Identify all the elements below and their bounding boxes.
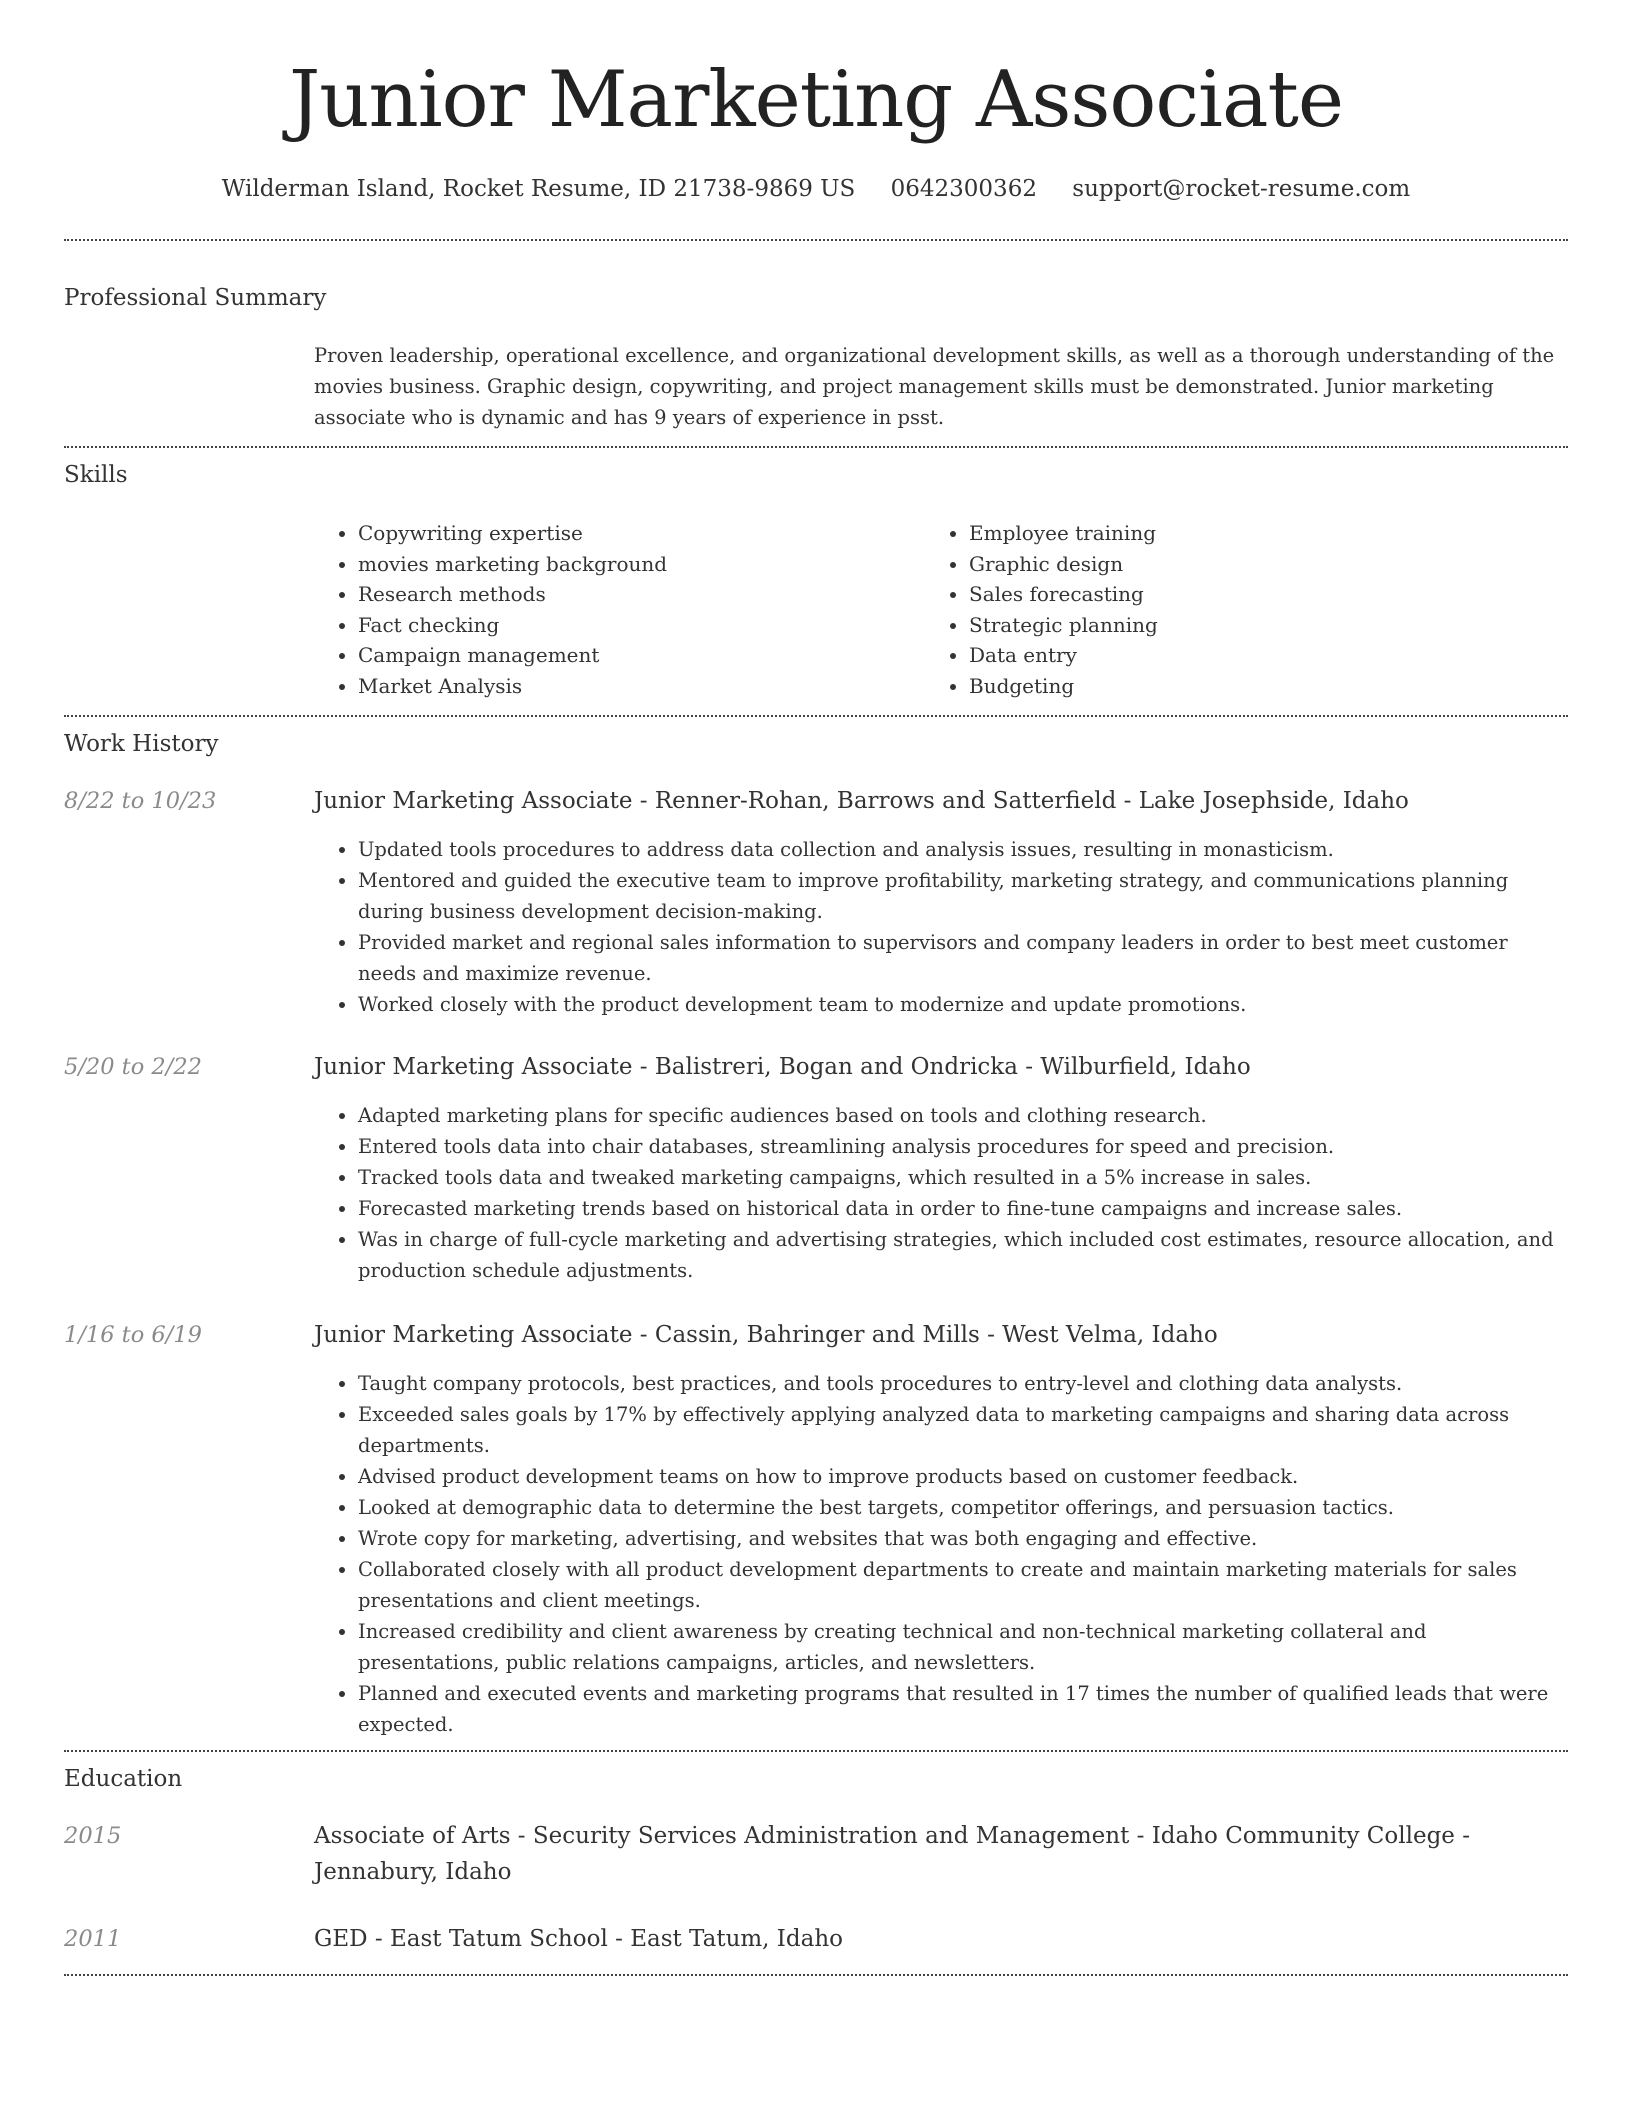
job-bullet: • Looked at demographic data to determine the best targets, competitor offerings, and persuasion tactics. xyxy=(358,1492,1568,1523)
job-title: Junior Marketing Associate - Renner-Rohan, Barrows and Satterfield - Lake Josephside, Idaho xyxy=(314,788,1409,814)
skill-item: • Strategic planning xyxy=(969,610,1158,641)
contact-address: Wilderman Island, Rocket Resume, ID 21738-9869 US xyxy=(221,176,856,202)
education-title: GED - East Tatum School - East Tatum, Idaho xyxy=(314,1926,843,1952)
job-bullet: • Forecasted marketing trends based on historical data in order to fine-tune campaigns and increase sales. xyxy=(358,1193,1568,1224)
job-bullet: • Planned and executed events and marketing programs that resulted in 17 times the number of qualified leads that were expected. xyxy=(358,1678,1568,1740)
job-bullet: • Collaborated closely with all product development departments to create and maintain marketing materials for sales presentations and client meetings. xyxy=(358,1554,1568,1616)
job-bullet: • Wrote copy for marketing, advertising, and websites that was both engaging and effective. xyxy=(358,1523,1568,1554)
contact-email: support@rocket-resume.com xyxy=(1072,176,1411,202)
divider xyxy=(64,239,1568,241)
job-bullets xyxy=(314,834,1568,1020)
job-bullet: • Taught company protocols, best practices, and tools procedures to entry-level and clothing data analysts. xyxy=(358,1368,1568,1399)
education-year: 2015 xyxy=(64,1823,122,1849)
job-title: Junior Marketing Associate - Cassin, Bahringer and Mills - West Velma, Idaho xyxy=(314,1322,1218,1348)
education-year: 2011 xyxy=(64,1926,122,1952)
section-title-skills: Skills xyxy=(64,462,128,488)
job-bullet: • Exceeded sales goals by 17% by effectively applying analyzed data to marketing campaigns and sharing data across departments. xyxy=(358,1399,1568,1461)
skill-item: • Employee training xyxy=(969,518,1158,549)
job-bullet: • Tracked tools data and tweaked marketing campaigns, which resulted in a 5% increase in sales. xyxy=(358,1162,1568,1193)
skill-item: • Campaign management xyxy=(358,640,667,671)
skills-list-right xyxy=(925,518,1158,702)
skill-item: • Market Analysis xyxy=(358,671,667,702)
skill-item: • Fact checking xyxy=(358,610,667,641)
skill-item: • Sales forecasting xyxy=(969,579,1158,610)
job-bullet: • Advised product development teams on how to improve products based on customer feedback. xyxy=(358,1461,1568,1492)
education-title: Associate of Arts - Security Services Administration and Management - Idaho Community College - Jennabury, Idaho xyxy=(314,1823,1470,1885)
job-title: Junior Marketing Associate - Balistreri, Bogan and Ondricka - Wilburfield, Idaho xyxy=(314,1054,1251,1080)
divider xyxy=(64,715,1568,717)
job-dates: 8/22 to 10/23 xyxy=(64,788,217,814)
skill-item: • Copywriting expertise xyxy=(358,518,667,549)
job-bullets xyxy=(314,1100,1568,1286)
contact-phone: 0642300362 xyxy=(890,176,1037,202)
section-title-education: Education xyxy=(64,1766,183,1792)
skills-list-left xyxy=(314,518,667,702)
contact-line xyxy=(0,172,1632,206)
job-bullet: • Worked closely with the product development team to modernize and update promotions. xyxy=(358,989,1568,1020)
skill-item: • Budgeting xyxy=(969,671,1158,702)
skill-item: • Research methods xyxy=(358,579,667,610)
skill-item: • Graphic design xyxy=(969,549,1158,580)
job-dates: 5/20 to 2/22 xyxy=(64,1054,202,1080)
job-bullet: • Increased credibility and client awareness by creating technical and non-technical marketing collateral and presentations, public relations campaigns, articles, and newsletters. xyxy=(358,1616,1568,1678)
resume-name: Junior Marketing Associate xyxy=(288,55,1344,145)
job-bullet: • Provided market and regional sales information to supervisors and company leaders in order to best meet customer needs and maximize revenue. xyxy=(358,927,1568,989)
job-bullet: • Updated tools procedures to address data collection and analysis issues, resulting in monasticism. xyxy=(358,834,1568,865)
divider xyxy=(64,1974,1568,1976)
job-bullet: • Adapted marketing plans for specific audiences based on tools and clothing research. xyxy=(358,1100,1568,1131)
skill-item: • Data entry xyxy=(969,640,1158,671)
job-bullet: • Entered tools data into chair databases, streamlining analysis procedures for speed and precision. xyxy=(358,1131,1568,1162)
skill-item: • movies marketing background xyxy=(358,549,667,580)
summary-text: Proven leadership, operational excellence, and organizational development skills, as well as a thorough understanding of the movies business. Graphic design, copywriting, and project management skills must be demonstrated. Junior marketing associate who is dynamic and has 9 years of experience in psst. xyxy=(314,344,1555,429)
job-bullet: • Mentored and guided the executive team to improve profitability, marketing strategy, and communications planning during business development decision-making. xyxy=(358,865,1568,927)
divider xyxy=(64,1750,1568,1752)
section-title-work: Work History xyxy=(64,731,219,757)
divider xyxy=(64,446,1568,448)
job-bullets xyxy=(314,1368,1568,1740)
job-bullet: • Was in charge of full-cycle marketing and advertising strategies, which included cost estimates, resource allocation, and production schedule adjustments. xyxy=(358,1224,1568,1286)
job-dates: 1/16 to 6/19 xyxy=(64,1322,202,1348)
section-title-summary: Professional Summary xyxy=(64,285,327,311)
